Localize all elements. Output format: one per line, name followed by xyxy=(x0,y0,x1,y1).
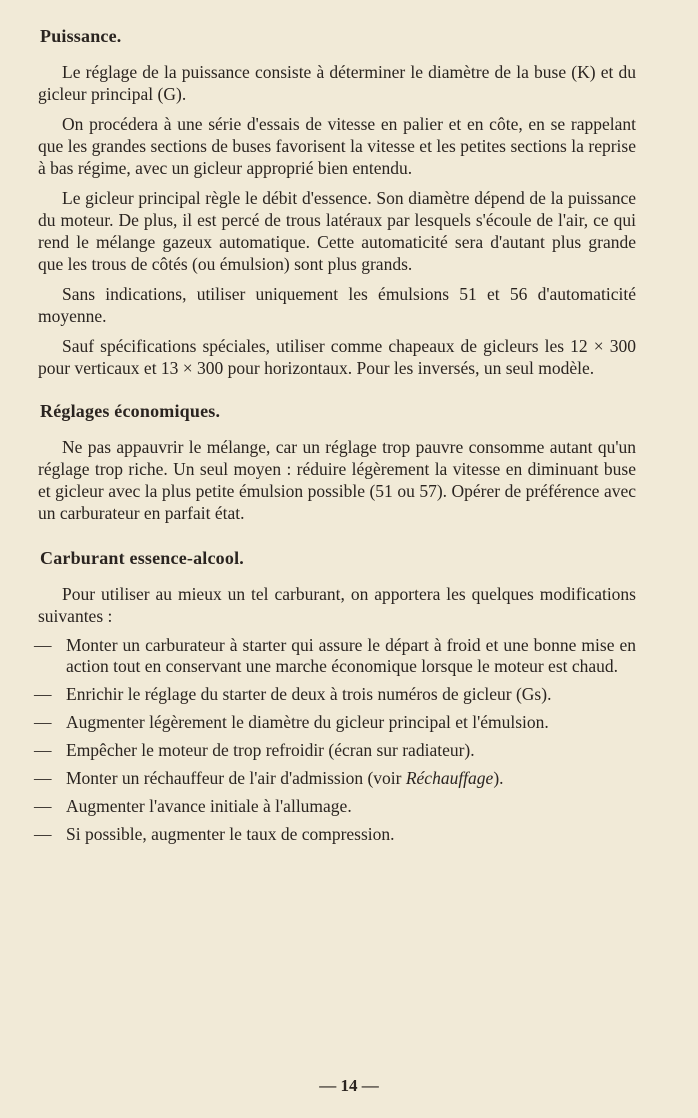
dash-marker: — xyxy=(34,824,52,844)
dash-marker: — xyxy=(34,684,52,704)
page-number: — 14 — xyxy=(319,1076,379,1095)
paragraph: Le réglage de la puissance consiste à déterminer le diamètre de la buse (K) et du gicleur principal (G). xyxy=(38,62,636,104)
list-item xyxy=(34,740,636,761)
list-item xyxy=(34,824,636,845)
list-item-text: Augmenter l'avance initiale à l'allumage. xyxy=(66,796,352,816)
list-item xyxy=(34,712,636,733)
list-item-text: Augmenter légèrement le diamètre du gicleur principal et l'émulsion. xyxy=(66,712,549,732)
list-item xyxy=(34,796,636,817)
list-item-text: Monter un carburateur à starter qui assure le départ à froid et une bonne mise en action tout en conservant une marche économique lorsque le moteur est chaud. xyxy=(66,635,636,676)
dash-marker: — xyxy=(34,740,52,760)
cross-reference: Réchauffage xyxy=(405,768,494,788)
section-heading-carburant: Carburant essence-alcool. xyxy=(40,548,244,568)
dash-marker: — xyxy=(34,796,52,816)
list-item xyxy=(34,684,636,705)
paragraph: Sauf spécifications spéciales, utiliser comme chapeaux de gicleurs les 12 × 300 pour verticaux et 13 × 300 pour horizontaux. Pour les inversés, un seul modèle. xyxy=(38,336,636,378)
section-heading-puissance: Puissance. xyxy=(40,26,122,46)
list-item-text: Enrichir le réglage du starter de deux à trois numéros de gicleur (Gs). xyxy=(66,684,552,704)
list-item-text: Si possible, augmenter le taux de compression. xyxy=(66,824,395,844)
list-item-text-end: ). xyxy=(493,768,504,788)
paragraph: Pour utiliser au mieux un tel carburant, on apportera les quelques modifications suivantes : xyxy=(38,584,636,626)
list-item xyxy=(34,635,636,677)
list-item-text: Empêcher le moteur de trop refroidir (écran sur radiateur). xyxy=(66,740,475,760)
paragraph: Le gicleur principal règle le débit d'essence. Son diamètre dépend de la puissance du moteur. De plus, il est percé de trous latéraux par lesquels s'écoule de l'air, ce qui rend le mélange gazeux automatique. Cette automaticité sera d'autant plus grande que les trous de côtés (ou émulsion) sont plus grands. xyxy=(38,188,636,274)
modification-list xyxy=(34,635,636,845)
dash-marker: — xyxy=(34,768,52,788)
list-item xyxy=(34,768,636,789)
paragraph: Ne pas appauvrir le mélange, car un réglage trop pauvre consomme autant qu'un réglage trop riche. Un seul moyen : réduire légèrement la vitesse en diminuant buse et gicleur avec la plus petite émulsion possible (51 ou 57). Opérer de préférence avec un carburateur en parfait état. xyxy=(38,437,636,523)
section-heading-reglages-economiques: Réglages économiques. xyxy=(40,401,221,421)
paragraph: Sans indications, utiliser uniquement les émulsions 51 et 56 d'automaticité moyenne. xyxy=(38,284,636,326)
list-item-text: Monter un réchauffeur de l'air d'admission (voir xyxy=(66,768,406,788)
dash-marker: — xyxy=(34,635,52,655)
paragraph: On procédera à une série d'essais de vitesse en palier et en côte, en se rappelant que les grandes sections de buses favorisent la vitesse et les petites sections la reprise à bas régime, avec un gicleur approprié bien entendu. xyxy=(38,114,636,178)
dash-marker: — xyxy=(34,712,52,732)
